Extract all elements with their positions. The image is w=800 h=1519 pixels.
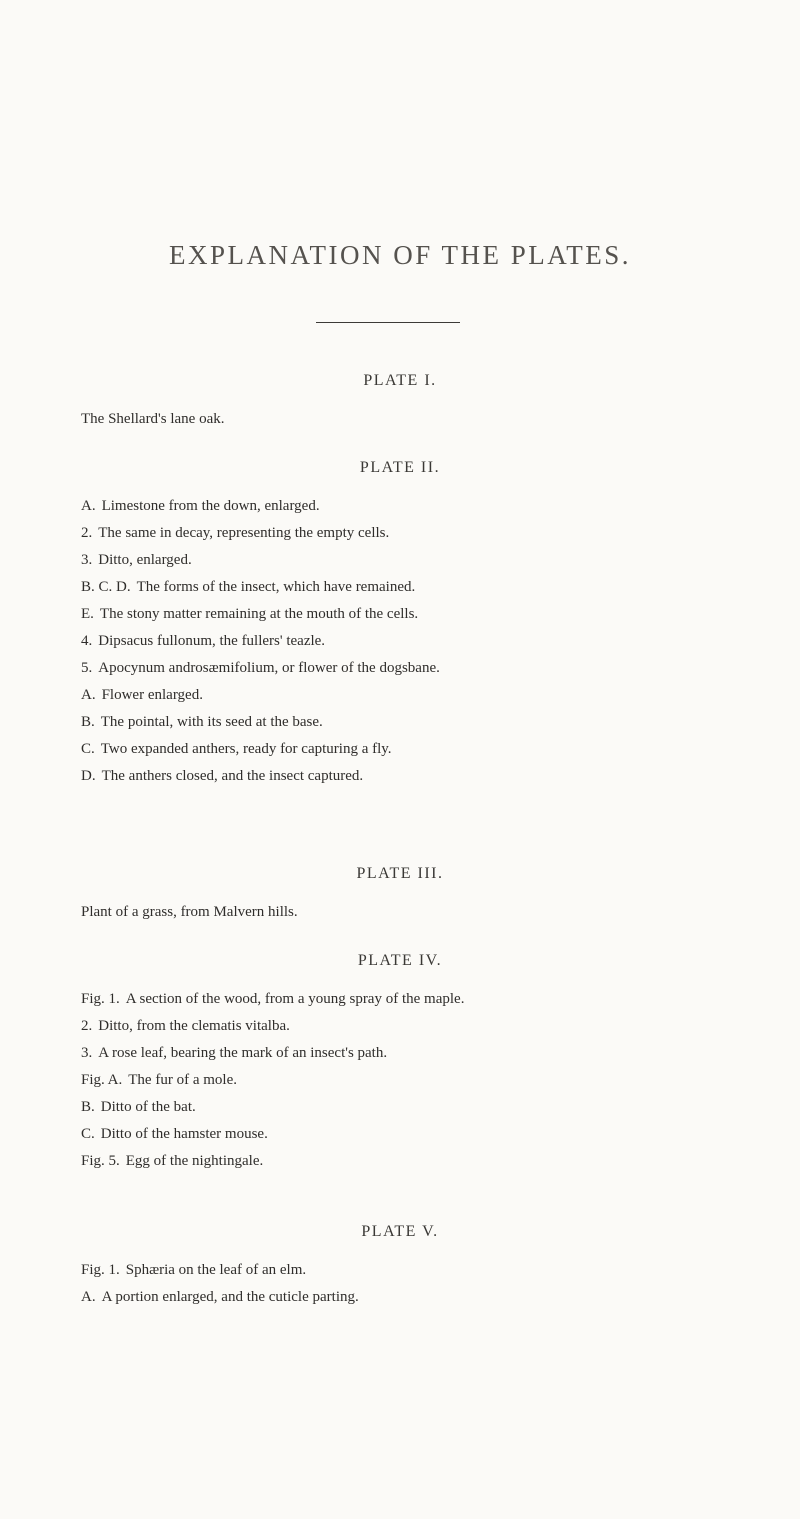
plate-entry <box>0 493 800 520</box>
entry-text: The pointal, with its seed at the base. <box>100 714 323 730</box>
entry-text: Two expanded anthers, ready for capturing a fly. <box>100 741 392 757</box>
plate-2-section <box>0 455 800 790</box>
entry-text: The same in decay, representing the empty cells. <box>98 525 390 541</box>
plate-heading: PLATE V. <box>361 1223 439 1240</box>
plate-entry <box>0 601 800 628</box>
plate-heading: PLATE I. <box>363 372 437 389</box>
page-title: EXPLANATION OF THE PLATES. <box>168 240 631 270</box>
entry-text: Limestone from the down, enlarged. <box>101 498 320 514</box>
entry-label: D. <box>81 768 96 784</box>
entry-text: A rose leaf, bearing the mark of an insect's path. <box>98 1045 388 1061</box>
entry-label: C. <box>81 741 95 757</box>
plate-heading: PLATE II. <box>359 459 441 476</box>
entry-text: The anthers closed, and the insect captured. <box>101 768 364 784</box>
entry-label: Fig. A. <box>81 1072 123 1088</box>
plate-entry <box>0 1013 800 1040</box>
entry-label: 3. <box>81 1045 93 1061</box>
plate-entry <box>0 1094 800 1121</box>
entry-text: Sphæria on the leaf of an elm. <box>125 1262 307 1278</box>
plate-heading: PLATE III. <box>356 865 444 882</box>
entry-label: A. <box>81 1289 96 1305</box>
entry-text: Ditto of the bat. <box>100 1099 196 1115</box>
plate-entry <box>0 899 800 926</box>
entry-text: Plant of a grass, from Malvern hills. <box>81 904 298 920</box>
plate-entry <box>0 736 800 763</box>
plate-entry <box>0 1148 800 1175</box>
plate-entry <box>0 1067 800 1094</box>
plate-entry <box>0 986 800 1013</box>
plate-5-section <box>0 1219 800 1311</box>
entry-label: 2. <box>81 525 93 541</box>
entry-text: Apocynum androsæmifolium, or flower of the dogsbane. <box>98 660 440 676</box>
plate-entry <box>0 1121 800 1148</box>
entry-text: The forms of the insect, which have remained. <box>136 579 416 595</box>
plate-entry <box>0 655 800 682</box>
plate-entry <box>0 547 800 574</box>
entry-text: Egg of the nightingale. <box>125 1153 264 1169</box>
entry-label: 4. <box>81 633 93 649</box>
entry-label: A. <box>81 498 96 514</box>
plate-entry <box>0 1284 800 1311</box>
entry-text: The Shellard's lane oak. <box>81 411 225 427</box>
entry-text: Dipsacus fullonum, the fullers' teazle. <box>98 633 326 649</box>
plate-entry <box>0 709 800 736</box>
entry-label: Fig. 1. <box>81 991 120 1007</box>
entry-label: 2. <box>81 1018 93 1034</box>
entry-label: E. <box>81 606 94 622</box>
plate-1-section <box>0 368 800 433</box>
entry-label: 3. <box>81 552 93 568</box>
plate-entry <box>0 763 800 790</box>
entry-label: Fig. 1. <box>81 1262 120 1278</box>
entry-text: Ditto of the hamster mouse. <box>100 1126 268 1142</box>
plate-entry <box>0 1040 800 1067</box>
plate-entry <box>0 406 800 433</box>
plate-entry <box>0 520 800 547</box>
plate-4-section <box>0 948 800 1175</box>
plate-heading: PLATE IV. <box>357 952 443 969</box>
plate-3-section <box>0 861 800 926</box>
entry-text: A section of the wood, from a young spray of the maple. <box>125 991 465 1007</box>
entry-text: Ditto, enlarged. <box>98 552 192 568</box>
plate-entry <box>0 574 800 601</box>
entry-label: Fig. 5. <box>81 1153 120 1169</box>
entry-label: B. <box>81 714 95 730</box>
plate-entry <box>0 628 800 655</box>
entry-label: B. C. D. <box>81 579 131 595</box>
entry-label: C. <box>81 1126 95 1142</box>
entry-text: The stony matter remaining at the mouth of the cells. <box>99 606 419 622</box>
plate-entry <box>0 682 800 709</box>
entry-text: The fur of a mole. <box>128 1072 237 1088</box>
title-divider <box>316 322 460 323</box>
entry-label: 5. <box>81 660 93 676</box>
entry-label: A. <box>81 687 96 703</box>
entry-text: A portion enlarged, and the cuticle parting. <box>101 1289 359 1305</box>
entry-text: Flower enlarged. <box>101 687 203 703</box>
entry-text: Ditto, from the clematis vitalba. <box>98 1018 290 1034</box>
entry-label: B. <box>81 1099 95 1115</box>
plate-entry <box>0 1257 800 1284</box>
